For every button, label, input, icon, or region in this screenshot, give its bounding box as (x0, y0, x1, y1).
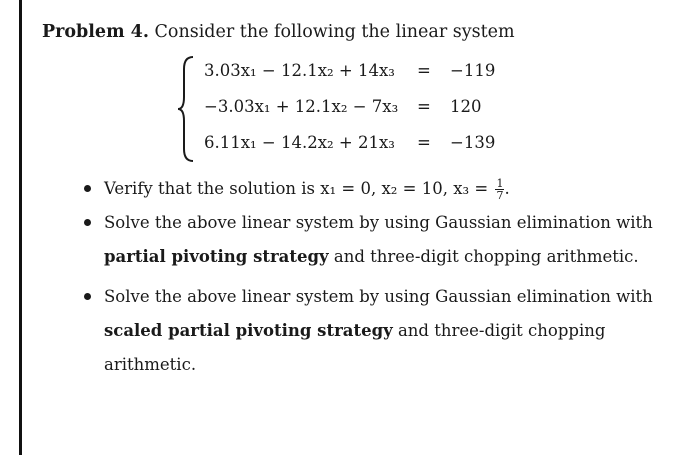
scaled-pivoting-bold: scaled partial pivoting strategy (104, 321, 393, 340)
scaled-pivoting-post: and three-digit chopping arithmetic. (104, 321, 606, 374)
partial-pivoting-pre: Solve the above linear system by using Gaussian elimination with (104, 213, 653, 232)
scaled-pivoting-pre: Solve the above linear system by using Gaussian elimination with (104, 287, 653, 306)
list-item-verify (84, 172, 684, 206)
equation-2-lhs: −3.03x₁ + 12.1x₂ − 7x₃ (204, 97, 399, 116)
list-item-partial-pivoting (84, 206, 684, 274)
equation-3-equals: = (417, 133, 431, 152)
linear-system (176, 55, 506, 163)
problem-intro: Consider the following the linear system (154, 22, 515, 42)
problem-heading (42, 22, 515, 42)
bullet-dot-icon (84, 219, 91, 226)
bullet-dot-icon (84, 185, 91, 192)
equation-3-rhs: −139 (450, 133, 496, 152)
equation-2-rhs: 120 (450, 97, 482, 116)
fraction-denominator: 7 (496, 188, 504, 202)
task-list (84, 172, 684, 382)
equation-3-lhs: 6.11x₁ − 14.2x₂ + 21x₃ (204, 133, 395, 152)
equation-2-equals: = (417, 97, 431, 116)
fraction-numerator: 1 (496, 176, 504, 190)
equation-1-lhs: 3.03x₁ − 12.1x₂ + 14x₃ (204, 61, 395, 80)
equation-1-equals: = (417, 61, 431, 80)
left-brace-icon (176, 55, 196, 163)
verify-period: . (504, 179, 510, 198)
partial-pivoting-bold: partial pivoting strategy (104, 247, 329, 266)
page-left-border (19, 0, 22, 455)
bullet-dot-icon (84, 293, 91, 300)
equation-1-rhs: −119 (450, 61, 496, 80)
problem-label: Problem 4. (42, 22, 149, 42)
verify-text: Verify that the solution is x₁ = 0, x₂ = 10, x₃ = (104, 179, 489, 198)
partial-pivoting-post: and three-digit chopping arithmetic. (333, 247, 639, 266)
list-item-scaled-pivoting (84, 280, 684, 382)
